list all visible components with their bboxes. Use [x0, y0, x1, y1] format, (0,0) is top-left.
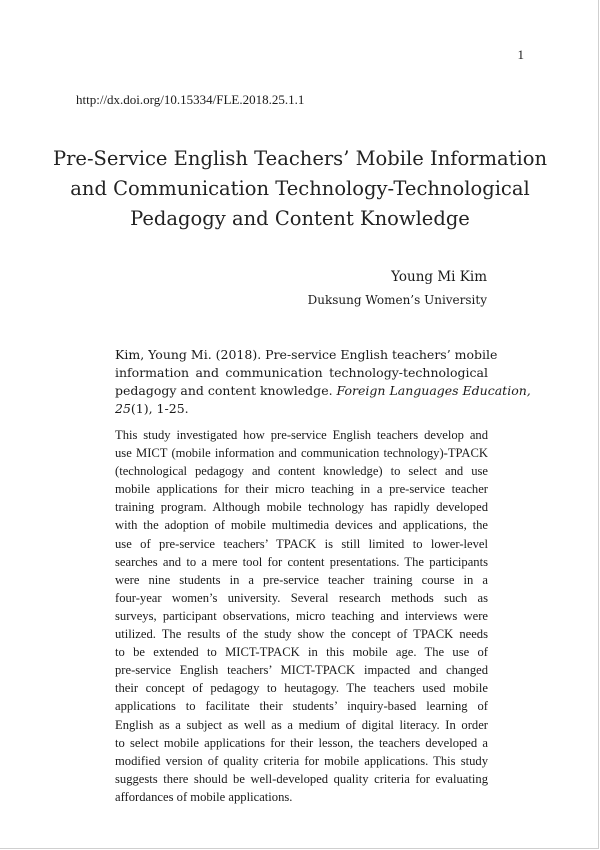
- abstract-line: to select mobile applications for their lesson, the teachers developed a: [115, 735, 488, 750]
- citation-line: [115, 400, 488, 418]
- journal-name: Foreign Languages Education,: [336, 383, 531, 398]
- title-line: Pedagogy and Content Knowledge: [130, 207, 470, 230]
- doi-link[interactable]: http://dx.doi.org/10.15334/FLE.2018.25.1.1: [76, 92, 305, 107]
- abstract-line: utilized. The results of the study show the concept of TPACK needs: [115, 627, 488, 642]
- author-name: Young Mi Kim: [391, 269, 487, 285]
- abstract-line: with the adoption of mobile multimedia devices and applications, the: [115, 518, 488, 533]
- abstract: [115, 426, 488, 806]
- volume-number: 25: [115, 401, 131, 416]
- abstract-line: English as a subject as well as a medium of digital literacy. In order: [115, 717, 488, 732]
- abstract-line: This study investigated how pre-service English teachers develop and: [115, 428, 488, 442]
- abstract-line: searches and to a mere tool for content presentations. The participants: [115, 554, 488, 569]
- abstract-line: training program. Although mobile technology has rapidly developed: [115, 500, 488, 515]
- citation-text: (1), 1-25.: [130, 401, 189, 416]
- abstract-line: their concept of pedagogy to heutagogy. The teachers used mobile: [115, 681, 488, 696]
- citation-line: information and communication technology-technological: [115, 365, 488, 380]
- title-line: Pre-Service English Teachers’ Mobile Information: [52, 147, 548, 170]
- citation-line: Kim, Young Mi. (2018). Pre-service English teachers’ mobile: [115, 347, 498, 362]
- abstract-line: surveys, participant observations, micro teaching and interviews were: [115, 608, 488, 623]
- abstract-line: use MICT (mobile information and communication technology)-TPACK: [115, 446, 488, 461]
- citation: [115, 346, 531, 418]
- author-affiliation: Duksung Women’s University: [307, 293, 487, 307]
- abstract-line: (technological pedagogy and content knowledge) to select and use: [115, 464, 488, 479]
- abstract-line: pre-service English teachers’ MICT-TPACK impacted and changed: [115, 663, 488, 678]
- abstract-line: affordances of mobile applications.: [115, 789, 293, 804]
- author-block: [308, 266, 487, 310]
- page-number: 1: [517, 47, 524, 62]
- abstract-line: mobile applications for their micro teaching in a pre-service teacher: [115, 482, 488, 497]
- abstract-line: suggests there should be well-developed quality criteria for evaluating: [115, 771, 488, 786]
- abstract-line: to be extended to MICT-TPACK in this mobile age. The use of: [115, 645, 488, 660]
- abstract-line: applications to facilitate their students’ inquiry-based learning of: [115, 699, 488, 714]
- paper-title: [40, 144, 560, 234]
- abstract-line: four-year women’s university. Several research methods such as: [115, 590, 488, 605]
- abstract-line: modified version of quality criteria for mobile applications. This study: [115, 753, 488, 768]
- title-line: and Communication Technology-Technological: [70, 177, 530, 200]
- citation-line: [115, 382, 531, 400]
- abstract-line: use of pre-service teachers’ TPACK is still limited to lower-level: [115, 536, 488, 551]
- citation-text: pedagogy and content knowledge.: [115, 383, 337, 398]
- abstract-line: were nine students in a pre-service teacher training course in a: [115, 572, 488, 587]
